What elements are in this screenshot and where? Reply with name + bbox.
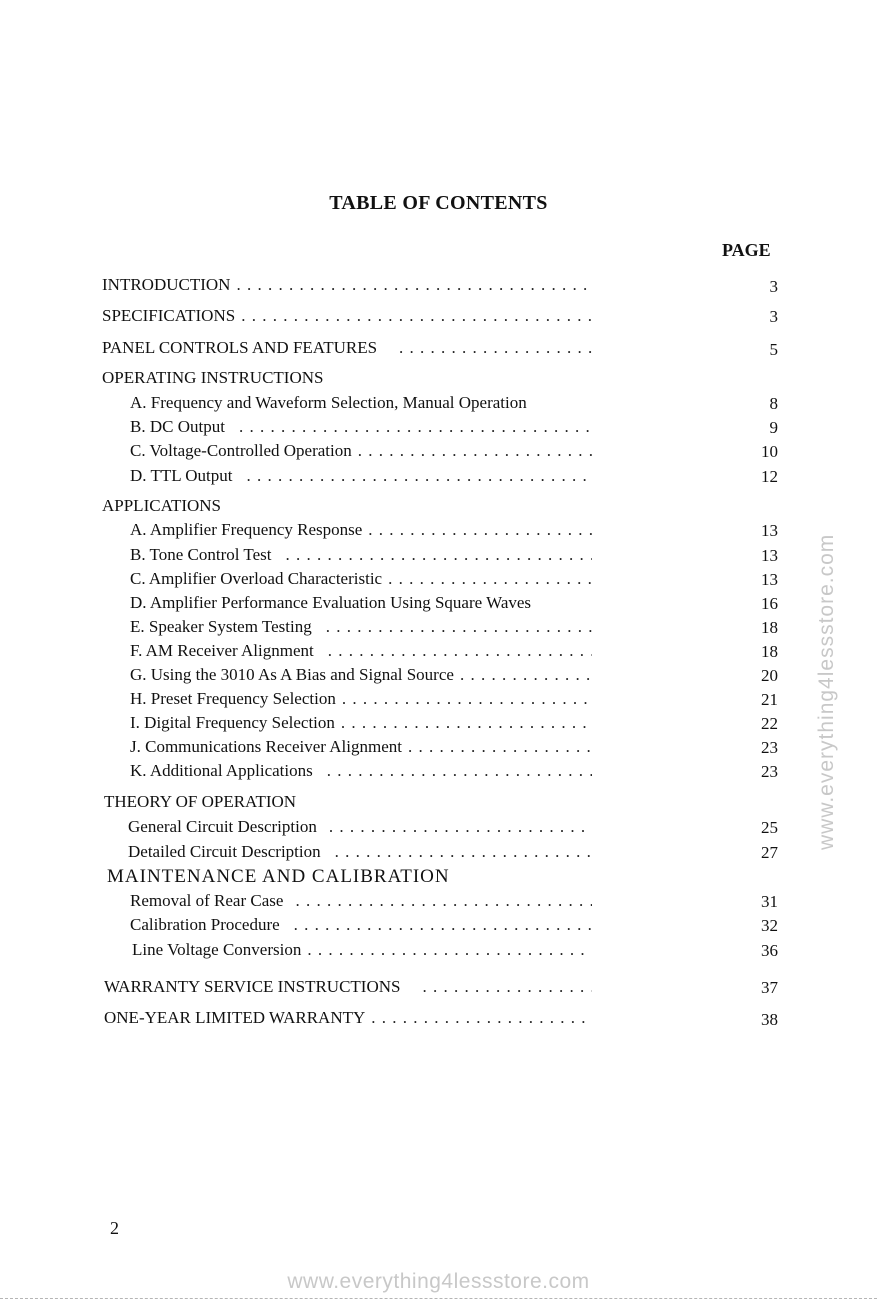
toc-page-number: 18 [761, 618, 778, 637]
toc-page-number: 12 [761, 467, 778, 486]
toc-section-heading: MAINTENANCE AND CALIBRATION [107, 866, 450, 887]
toc-page-number: 38 [761, 1010, 778, 1029]
toc-entry: E. Speaker System Testing . . . [130, 617, 592, 637]
toc-entry: Line Voltage Conversion . . . [132, 940, 592, 960]
toc-page-number: 3 [769, 307, 778, 326]
toc-entry: D. TTL Output . . . [130, 466, 592, 486]
toc-entry: B. Tone Control Test . . . [130, 545, 592, 565]
page-folio-number: 2 [110, 1218, 119, 1238]
side-watermark: www.everything4lessstore.com [815, 533, 838, 850]
toc-entry: PANEL CONTROLS AND FEATURES . . . [102, 338, 592, 358]
toc-entry: K. Additional Applications . . . [130, 761, 592, 781]
page-column-header: PAGE [722, 240, 771, 260]
toc-page-number: 23 [761, 738, 778, 757]
toc-page-number: 36 [761, 941, 778, 960]
toc-page-number: 22 [761, 714, 778, 733]
toc-page-number: 13 [761, 521, 778, 540]
toc-page-number: 16 [761, 594, 778, 613]
toc-entry: C. Voltage-Controlled Operation . . . [130, 441, 592, 461]
toc-entry: D. Amplifier Performance Evaluation Using Square Waves [130, 593, 532, 612]
toc-entry: H. Preset Frequency Selection . . . [130, 689, 592, 709]
toc-entry: Detailed Circuit Description . . . [128, 842, 592, 862]
toc-entry: SPECIFICATIONS . . . [102, 306, 592, 326]
toc-page-number: 32 [761, 916, 778, 935]
toc-entry: G. Using the 3010 As A Bias and Signal Source . . . [130, 665, 592, 685]
toc-entry: C. Amplifier Overload Characteristic . . . [130, 569, 592, 589]
toc-page-number: 18 [761, 642, 778, 661]
toc-page-number: 5 [769, 340, 778, 359]
toc-page-number: 31 [761, 892, 778, 911]
toc-section-heading: OPERATING INSTRUCTIONS [102, 368, 324, 387]
toc-page-number: 13 [761, 570, 778, 589]
toc-page-number: 10 [761, 442, 778, 461]
toc-entry: F. AM Receiver Alignment . . . [130, 641, 592, 661]
toc-entry: I. Digital Frequency Selection . . . [130, 713, 592, 733]
toc-page-number: 27 [761, 843, 778, 862]
toc-page-number: 9 [769, 418, 778, 437]
toc-page-number: 37 [761, 978, 778, 997]
toc-page-number: 13 [761, 546, 778, 565]
toc-entry: Removal of Rear Case . . . [130, 891, 592, 911]
toc-page-number: 25 [761, 818, 778, 837]
toc-entry: B. DC Output . . . [130, 417, 592, 437]
toc-section-heading: THEORY OF OPERATION [104, 792, 297, 811]
bottom-watermark: www.everything4lessstore.com [287, 1270, 590, 1293]
toc-page-number: 23 [761, 762, 778, 781]
toc-entry: ONE-YEAR LIMITED WARRANTY . . . [104, 1008, 592, 1028]
toc-entry: General Circuit Description . . . [128, 817, 592, 837]
toc-page-number: 21 [761, 690, 778, 709]
toc-section-heading: APPLICATIONS [102, 496, 222, 515]
toc-page-number: 20 [761, 666, 778, 685]
toc-page-number: 8 [769, 394, 778, 413]
toc-entry: A. Frequency and Waveform Selection, Manual Operation [130, 393, 527, 412]
page-title: TABLE OF CONTENTS [329, 192, 548, 214]
toc-entry: WARRANTY SERVICE INSTRUCTIONS . . . [104, 977, 592, 997]
toc-entry: A. Amplifier Frequency Response . . . [130, 520, 592, 540]
bottom-divider [0, 1298, 877, 1299]
toc-entry: INTRODUCTION . . . [102, 275, 592, 295]
toc-entry: J. Communications Receiver Alignment . . . [130, 737, 592, 757]
toc-page-number: 3 [769, 277, 778, 296]
toc-entry: Calibration Procedure . . . [130, 915, 592, 935]
